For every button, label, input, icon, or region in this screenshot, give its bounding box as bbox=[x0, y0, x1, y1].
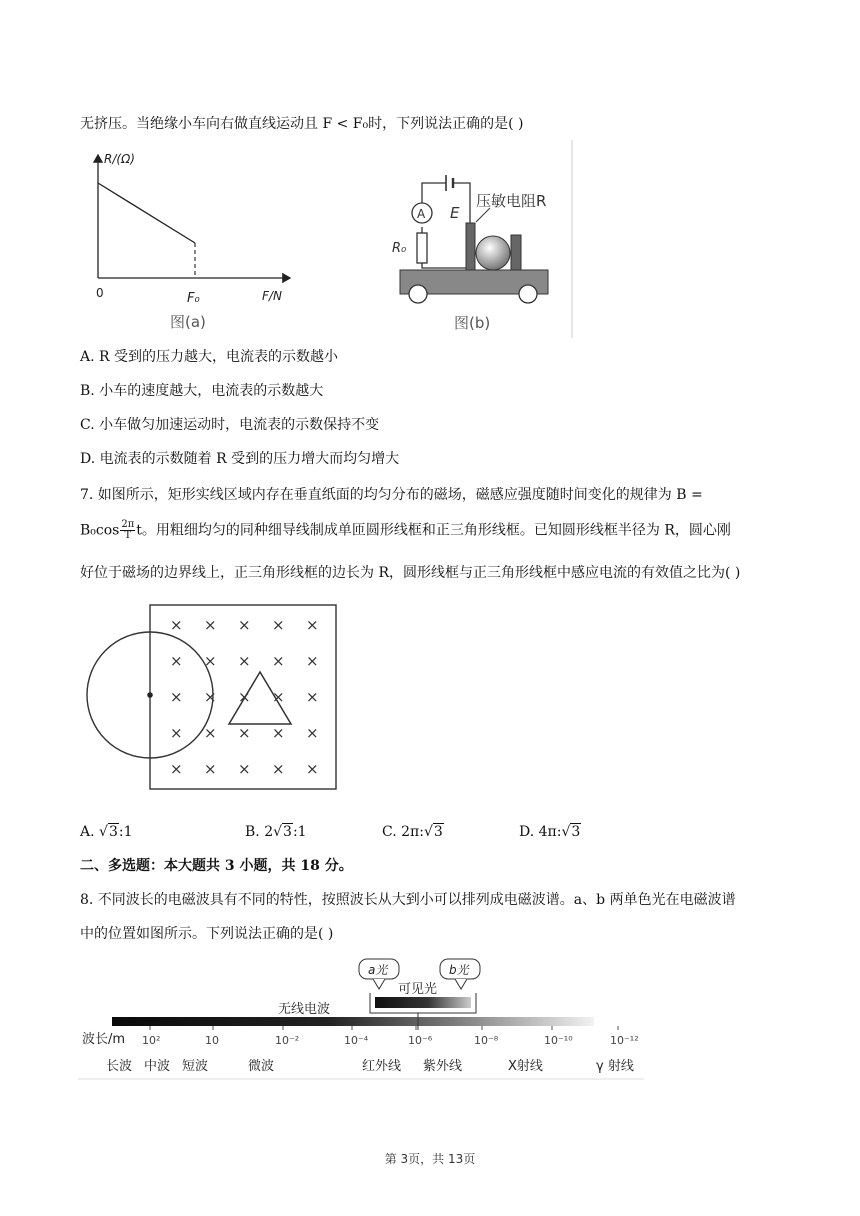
figure-b-caption: 图(b) bbox=[454, 314, 491, 332]
field-cross-mark: × bbox=[238, 652, 251, 670]
spectrum-tick-label: 10⁻⁴ bbox=[344, 1034, 369, 1047]
ball bbox=[476, 236, 510, 270]
figure-a-graph bbox=[80, 145, 300, 335]
svg-text:A: A bbox=[417, 207, 426, 221]
spectrum-tick-label: 10⁻⁸ bbox=[474, 1034, 499, 1047]
field-cross-mark: × bbox=[170, 616, 183, 634]
figure-q7-magnetic-field bbox=[85, 600, 345, 800]
field-cross-mark: × bbox=[272, 652, 285, 670]
field-cross-mark: × bbox=[238, 688, 251, 706]
pressure-sensor bbox=[466, 223, 475, 270]
spectrum-band-label: 短波 bbox=[182, 1059, 209, 1074]
page-footer: 第 3页，共 13页 bbox=[384, 1152, 476, 1166]
field-cross-mark: × bbox=[306, 652, 319, 670]
cart-wheel-left bbox=[409, 285, 427, 303]
spectrum-bar bbox=[112, 1017, 594, 1026]
field-cross-mark: × bbox=[306, 724, 319, 742]
field-cross-mark: × bbox=[204, 652, 217, 670]
q7-line3: 好位于磁场的边界线上，正三角形线框的边长为 R，圆形线框与正三角形线框中感应电流的有效值之比为( ) bbox=[80, 565, 741, 581]
q6-option-c: C. 小车做匀加速运动时，电流表的示数保持不变 bbox=[80, 417, 380, 433]
circle-center bbox=[147, 692, 153, 698]
q7-option-b: B. 2√3:1 bbox=[245, 824, 307, 840]
spectrum-tick-label: 10⁻² bbox=[275, 1034, 300, 1047]
spectrum-band-label: γ 射线 bbox=[596, 1059, 634, 1074]
field-cross-mark: × bbox=[306, 688, 319, 706]
spectrum-tick-label: 10⁻¹⁰ bbox=[544, 1034, 573, 1047]
axis-label: 波长/m bbox=[82, 1032, 126, 1047]
svg-text:a光: a光 bbox=[368, 963, 388, 977]
spectrum-tick-label: 10² bbox=[142, 1034, 161, 1047]
q6-option-d: D. 电流表的示数随着 R 受到的压力增大而均匀增大 bbox=[80, 451, 400, 467]
q8-line2: 中的位置如图所示。下列说法正确的是( ) bbox=[80, 926, 334, 942]
spectrum-tick-label: 10⁻¹² bbox=[610, 1034, 639, 1047]
r0-resistor bbox=[417, 233, 427, 263]
q6-stem: 无挤压。当绝缘小车向右做直线运动且 F < F₀时，下列说法正确的是( ) bbox=[80, 116, 524, 132]
field-cross-mark: × bbox=[238, 724, 251, 742]
q7-option-d: D. 4π:√3 bbox=[519, 824, 581, 840]
field-cross-mark: × bbox=[170, 760, 183, 778]
field-cross-mark: × bbox=[170, 652, 183, 670]
sensor-label: 压敏电阻R bbox=[476, 192, 547, 210]
spectrum-band-label: 红外线 bbox=[362, 1059, 402, 1074]
spectrum-band-label: 中波 bbox=[144, 1059, 171, 1074]
q7-option-a: A. √3:1 bbox=[80, 824, 133, 840]
q7-option-c: C. 2π:√3 bbox=[382, 824, 443, 840]
field-cross-mark: × bbox=[238, 760, 251, 778]
figure-b-circuit bbox=[380, 140, 580, 340]
q6-option-b: B. 小车的速度越大，电流表的示数越大 bbox=[80, 383, 324, 399]
q7-line1: 7. 如图所示，矩形实线区域内存在垂直纸面的均匀分布的磁场，磁感应强度随时间变化的规律为 B = bbox=[80, 487, 703, 503]
spectrum-tick-label: 10 bbox=[205, 1034, 219, 1047]
section-heading: 二、多选题：本大题共 3 小题，共 18 分。 bbox=[80, 858, 353, 874]
field-cross-mark: × bbox=[238, 616, 251, 634]
field-cross-mark: × bbox=[170, 688, 183, 706]
svg-text:b光: b光 bbox=[449, 963, 469, 977]
r-f-line bbox=[98, 183, 195, 243]
field-cross-mark: × bbox=[204, 688, 217, 706]
cart-wheel-right bbox=[519, 285, 537, 303]
field-cross-mark: × bbox=[170, 724, 183, 742]
field-cross-mark: × bbox=[204, 760, 217, 778]
e-label: E bbox=[450, 204, 460, 222]
x-axis-label: F/N bbox=[262, 289, 282, 303]
q8-line1: 8. 不同波长的电磁波具有不同的特性，按照波长从大到小可以排列成电磁波谱。a、b 两单色光在电磁波谱 bbox=[80, 892, 736, 908]
f0-label: F₀ bbox=[187, 291, 200, 306]
cart-wall bbox=[511, 235, 521, 270]
field-cross-mark: × bbox=[272, 760, 285, 778]
origin-label: 0 bbox=[96, 286, 104, 300]
figure-a-caption: 图(a) bbox=[170, 313, 206, 331]
q6-option-a: A. R 受到的压力越大，电流表的示数越小 bbox=[80, 349, 339, 365]
spectrum-band-label: 长波 bbox=[106, 1059, 133, 1074]
field-cross-mark: × bbox=[272, 724, 285, 742]
field-cross-mark: × bbox=[306, 616, 319, 634]
field-cross-mark: × bbox=[204, 616, 217, 634]
spectrum-tick-label: 10⁻⁶ bbox=[408, 1034, 433, 1047]
radio-label: 无线电波 bbox=[278, 1002, 331, 1017]
r0-label: R₀ bbox=[392, 241, 407, 256]
spectrum-band-label: X射线 bbox=[508, 1059, 543, 1074]
fraction: $\frac{2\pi}{T}$ bbox=[121, 519, 135, 541]
y-axis-label: R/(Ω) bbox=[104, 152, 135, 166]
visible-band bbox=[375, 997, 471, 1008]
field-cross-mark: × bbox=[272, 688, 285, 706]
spectrum-band-label: 微波 bbox=[248, 1059, 275, 1074]
spectrum-band-label: 紫外线 bbox=[423, 1059, 463, 1074]
field-cross-mark: × bbox=[306, 760, 319, 778]
visible-label: 可见光 bbox=[398, 982, 438, 997]
figure-em-spectrum bbox=[78, 955, 644, 1080]
field-cross-mark: × bbox=[204, 724, 217, 742]
q7-line2: B₀cos $\frac{2\pi}{T}$ t。用粗细均匀的同种细导线制成单匝圆形线框和正三角形线框。已知圆形线框半径为 R，圆心刚 bbox=[80, 519, 731, 541]
field-cross-mark: × bbox=[272, 616, 285, 634]
